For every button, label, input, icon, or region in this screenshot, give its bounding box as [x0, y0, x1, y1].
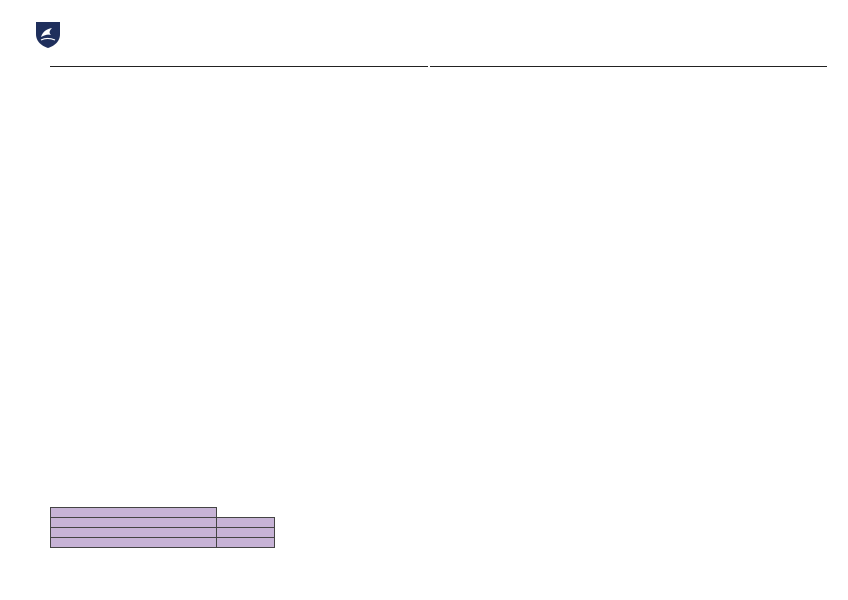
online-club-row	[51, 538, 275, 548]
online-club-name	[51, 518, 217, 528]
school-crest-logo	[33, 19, 63, 49]
online-clubs-title	[51, 508, 217, 518]
online-clubs-table	[50, 507, 275, 548]
online-club-years	[217, 528, 275, 538]
online-club-name	[51, 538, 217, 548]
lunchtime-header	[50, 56, 428, 67]
online-club-years	[217, 518, 275, 528]
online-club-row	[51, 518, 275, 528]
online-club-row	[51, 528, 275, 538]
after-school-header	[430, 56, 827, 67]
online-club-years	[217, 538, 275, 548]
online-club-name	[51, 528, 217, 538]
online-clubs-title-spacer	[217, 508, 275, 518]
